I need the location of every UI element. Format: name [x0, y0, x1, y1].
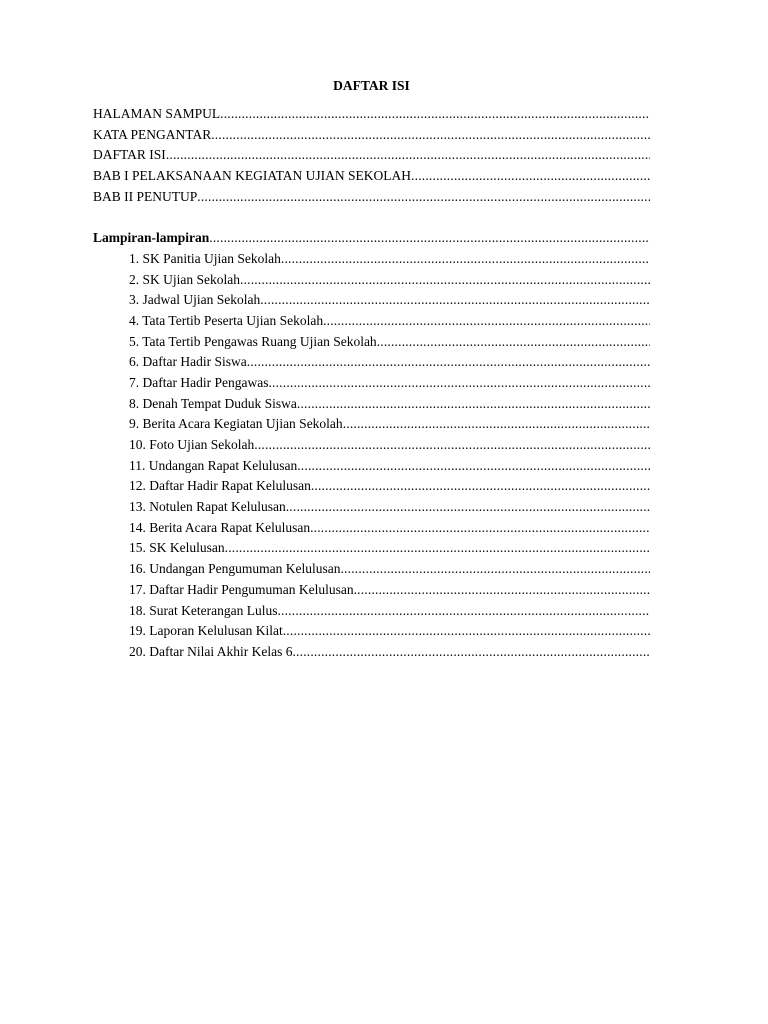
- appendix-item: [93, 352, 650, 373]
- appendix-item: [93, 476, 650, 497]
- dot-leader: [286, 497, 650, 518]
- appendix-item-label: 18. Surat Keterangan Lulus: [129, 602, 278, 618]
- appendix-item: [93, 373, 650, 394]
- appendix-item-label: 15. SK Kelulusan: [129, 540, 225, 556]
- appendix-item: [93, 435, 650, 456]
- dot-leader: [240, 270, 650, 291]
- dot-leader: [340, 559, 650, 580]
- appendix-item: [93, 621, 650, 642]
- appendix-item-label: 13. Notulen Rapat Kelulusan: [129, 499, 286, 515]
- appendix-item: [93, 311, 650, 332]
- section-spacer: [93, 207, 650, 228]
- toc-entry-label: BAB I PELAKSANAAN KEGIATAN UJIAN SEKOLAH: [93, 168, 412, 184]
- dot-leader: [209, 228, 650, 249]
- dot-leader: [247, 352, 650, 373]
- appendix-item-label: 1. SK Panitia Ujian Sekolah: [129, 250, 281, 266]
- appendix-heading-label: Lampiran-lampiran: [93, 230, 210, 246]
- appendix-item: [93, 642, 650, 663]
- dot-leader: [166, 145, 650, 166]
- dot-leader: [310, 518, 650, 539]
- dot-leader: [260, 290, 650, 311]
- appendix-item-label: 20. Daftar Nilai Akhir Kelas 6: [129, 643, 293, 659]
- appendix-item: [93, 538, 650, 559]
- dot-leader: [377, 332, 650, 353]
- appendix-item-label: 4. Tata Tertib Peserta Ujian Sekolah: [129, 312, 324, 328]
- appendix-item: [93, 290, 650, 311]
- appendix-item-label: 12. Daftar Hadir Rapat Kelulusan: [129, 478, 311, 494]
- dot-leader: [197, 187, 650, 208]
- dot-leader: [354, 580, 650, 601]
- toc-entry: [93, 125, 650, 146]
- appendix-item: [93, 497, 650, 518]
- appendix-item-label: 9. Berita Acara Kegiatan Ujian Sekolah: [129, 416, 343, 432]
- dot-leader: [283, 621, 650, 642]
- appendix-item: [93, 332, 650, 353]
- appendix-item-label: 14. Berita Acara Rapat Kelulusan: [129, 519, 311, 535]
- toc-entry: [93, 145, 650, 166]
- appendix-item-label: 10. Foto Ujian Sekolah: [129, 437, 255, 452]
- appendix-item-label: 5. Tata Tertib Pengawas Ruang Ujian Sekolah: [129, 333, 377, 349]
- dot-leader: [211, 125, 650, 146]
- appendix-item-label: 19. Laporan Kelulusan Kilat: [129, 623, 283, 639]
- dot-leader: [297, 456, 650, 477]
- appendix-item-label: 11. Undangan Rapat Kelulusan: [129, 457, 298, 473]
- appendix-item: [93, 270, 650, 291]
- appendix-section: [93, 228, 650, 662]
- dot-leader: [311, 476, 650, 497]
- appendix-item: [93, 518, 650, 539]
- toc-entry-label: BAB II PENUTUP: [93, 188, 198, 204]
- appendix-item: [93, 394, 650, 415]
- appendix-item: [93, 414, 650, 435]
- dot-leader: [268, 373, 650, 394]
- dot-leader: [323, 311, 650, 332]
- dot-leader: [277, 601, 650, 622]
- toc-entry-label: DAFTAR ISI: [93, 147, 166, 163]
- document-page: [93, 77, 650, 663]
- toc-entry: [93, 166, 650, 187]
- appendix-item-label: 6. Daftar Hadir Siswa: [129, 354, 247, 370]
- appendix-item: [93, 456, 650, 477]
- dot-leader: [254, 435, 650, 456]
- dot-leader: [225, 538, 650, 559]
- toc-entry: [93, 187, 650, 208]
- appendix-item-label: 17. Daftar Hadir Pengumuman Kelulusan: [129, 581, 354, 597]
- dot-leader: [411, 166, 650, 187]
- dot-leader: [343, 414, 650, 435]
- appendix-item: [93, 249, 650, 270]
- appendix-list: [93, 249, 650, 663]
- appendix-item: [93, 601, 650, 622]
- appendix-item-label: 2. SK Ujian Sekolah: [129, 271, 240, 287]
- appendix-item-label: 8. Denah Tempat Duduk Siswa: [129, 395, 297, 411]
- toc-entry: [93, 104, 650, 125]
- dot-leader: [297, 394, 650, 415]
- appendix-item-label: 3. Jadwal Ujian Sekolah: [129, 292, 261, 308]
- appendix-heading: [93, 228, 650, 249]
- appendix-item: [93, 559, 650, 580]
- appendix-item-label: 7. Daftar Hadir Pengawas: [129, 374, 269, 390]
- appendix-item: [93, 580, 650, 601]
- toc-entry-label: KATA PENGANTAR: [93, 126, 212, 142]
- dot-leader: [220, 104, 650, 125]
- dot-leader: [292, 642, 650, 663]
- toc-entry-label: HALAMAN SAMPUL: [93, 106, 221, 121]
- document-title: DAFTAR ISI: [333, 78, 410, 93]
- main-toc-list: [93, 104, 650, 207]
- appendix-item-label: 16. Undangan Pengumuman Kelulusan: [129, 561, 341, 577]
- dot-leader: [281, 249, 650, 270]
